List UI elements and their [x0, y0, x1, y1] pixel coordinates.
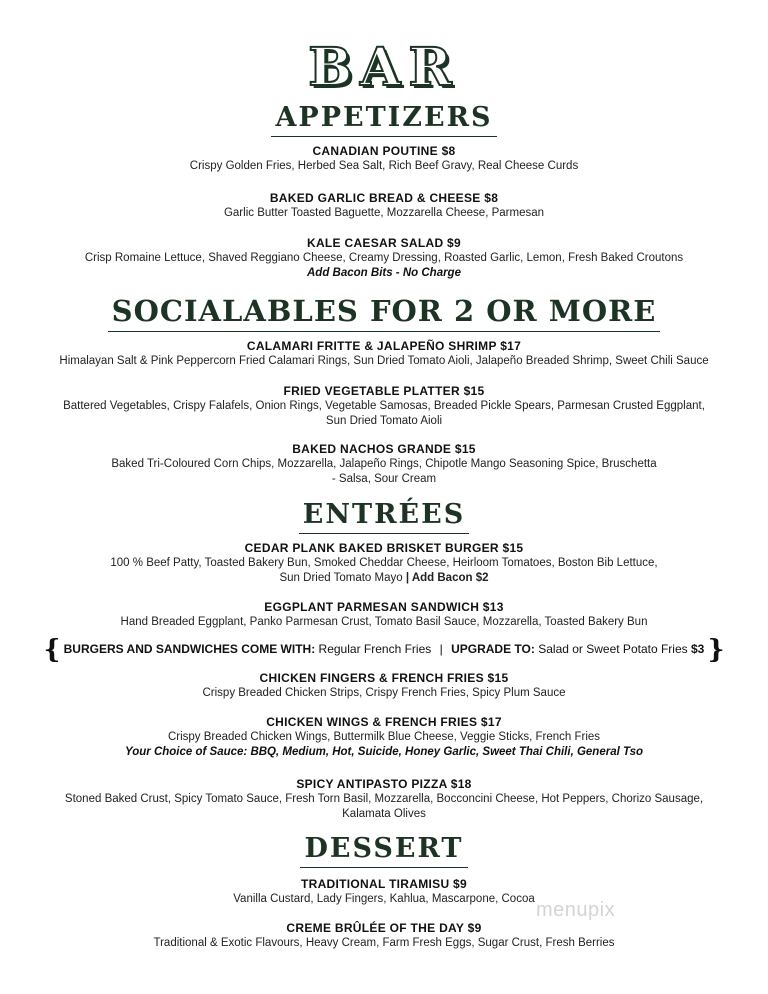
sociables-section — [0, 294, 768, 332]
item-name: BAKED GARLIC BREAD & CHEESE $8 — [269, 191, 499, 205]
menu-item — [30, 143, 738, 174]
right-brace: } — [707, 634, 725, 665]
item-description: Crispy Breaded Chicken Strips, Crispy French Fries, Spicy Plum Sauce — [202, 687, 566, 699]
item-name: CHICKEN WINGS & FRENCH FRIES $17 — [266, 715, 502, 729]
item-description: Crispy Golden Fries, Herbed Sea Salt, Rich Beef Gravy, Real Cheese Curds — [189, 160, 579, 172]
menu-item — [30, 540, 738, 586]
watermark: menupix — [536, 899, 616, 921]
menu-item — [30, 235, 738, 281]
item-description: Crispy Breaded Chicken Wings, Buttermilk Blue Cheese, Veggie Sticks, French Fries — [167, 731, 601, 743]
appetizers-heading: APPETIZERS — [271, 104, 496, 137]
item-note: Add Bacon Bits - No Charge — [307, 267, 461, 279]
item-description: Himalayan Salt & Pink Peppercorn Fried Calamari Rings, Sun Dried Tomato Aioli, Jalapeño Breaded Shrimp, Sweet Chili Sauce — [59, 355, 709, 367]
upgrade-price: $3 — [690, 642, 705, 656]
menu-item — [30, 714, 738, 760]
item-description: 100 % Beef Patty, Toasted Bakery Bun, Smoked Cheddar Cheese, Heirloom Tomatoes, Boston Bib Lettuce, — [110, 557, 658, 569]
menu-item — [30, 190, 738, 221]
left-brace: { — [43, 634, 61, 665]
entrees-section — [0, 501, 768, 534]
item-description-line2: Sun Dried Tomato Aioli — [325, 415, 443, 427]
item-description: Battered Vegetables, Crispy Falafels, Onion Rings, Vegetable Samosas, Breaded Pickle Spears, Parmesan Crusted Eggplant, — [63, 400, 705, 412]
upgrade-label: UPGRADE TO: — [451, 642, 535, 656]
item-name: BAKED NACHOS GRANDE $15 — [292, 442, 476, 456]
sides-note — [0, 636, 768, 663]
item-name: KALE CAESAR SALAD $9 — [306, 236, 462, 250]
item-description: Stoned Baked Crust, Spicy Tomato Sauce, Fresh Torn Basil, Mozzarella, Bocconcini Cheese, Hot Peppers, Chorizo Sausage, — [64, 793, 704, 805]
item-description-line2: - Salsa, Sour Cream — [331, 473, 437, 485]
appetizers-section — [0, 104, 768, 137]
item-description: Traditional & Exotic Flavours, Heavy Cream, Farm Fresh Eggs, Sugar Crust, Fresh Berries — [153, 937, 615, 949]
menu-item — [30, 876, 738, 907]
menu-item — [30, 338, 738, 369]
sides-label: BURGERS AND SANDWICHES COME WITH: — [63, 642, 316, 656]
item-name: FRIED VEGETABLE PLATTER $15 — [283, 384, 485, 398]
item-note: Your Choice of Sauce: BBQ, Medium, Hot, Suicide, Honey Garlic, Sweet Thai Chili, General Tso — [124, 746, 644, 758]
item-name: TRADITIONAL TIRAMISU $9 — [300, 877, 468, 891]
item-description-line2 — [30, 571, 738, 586]
menu-item — [30, 383, 738, 429]
item-name: SPICY ANTIPASTO PIZZA $18 — [296, 777, 472, 791]
item-description: Vanilla Custard, Lady Fingers, Kahlua, Mascarpone, Cocoa — [233, 893, 535, 905]
item-description: Hand Breaded Eggplant, Panko Parmesan Crust, Tomato Basil Sauce, Mozzarella, Toasted Bakery Bun — [120, 616, 648, 628]
item-name: CANADIAN POUTINE $8 — [312, 144, 456, 158]
item-name: CHICKEN FINGERS & FRENCH FRIES $15 — [259, 671, 509, 685]
item-name: CEDAR PLANK BAKED BRISKET BURGER $15 — [244, 541, 524, 555]
entrees-heading: ENTRÉES — [299, 501, 469, 534]
item-description: Garlic Butter Toasted Baguette, Mozzarella Cheese, Parmesan — [223, 207, 545, 219]
item-name: CALAMARI FRITTE & JALAPEÑO SHRIMP $17 — [246, 339, 522, 353]
dessert-heading: DESSERT — [300, 835, 467, 868]
item-description-part: Sun Dried Tomato Mayo — [279, 572, 403, 584]
add-bacon-option: | Add Bacon $2 — [405, 572, 489, 584]
menu-item — [30, 441, 738, 487]
dessert-section — [0, 835, 768, 868]
menu-item — [30, 920, 738, 951]
item-name: CREME BRÛLÉE OF THE DAY $9 — [286, 921, 482, 935]
item-description: Baked Tri-Coloured Corn Chips, Mozzarella, Jalapeño Rings, Chipotle Mango Seasoning Spice, Bruschetta — [111, 458, 657, 470]
menu-title: BAR — [308, 37, 460, 98]
item-name: EGGPLANT PARMESAN SANDWICH $13 — [264, 600, 504, 614]
menu-item — [30, 670, 738, 701]
sides-separator: | — [439, 642, 443, 656]
upgrade-text: Salad or Sweet Potato Fries — [538, 642, 688, 656]
menu-item — [30, 599, 738, 630]
menu-item — [30, 776, 738, 822]
sides-text: Regular French Fries — [318, 642, 432, 656]
sociables-heading: SOCIALABLES FOR 2 OR MORE — [108, 297, 661, 332]
item-description: Crisp Romaine Lettuce, Shaved Reggiano Cheese, Creamy Dressing, Roasted Garlic, Lemon, Fresh Baked Croutons — [84, 252, 684, 264]
item-description-line2: Kalamata Olives — [342, 808, 426, 820]
